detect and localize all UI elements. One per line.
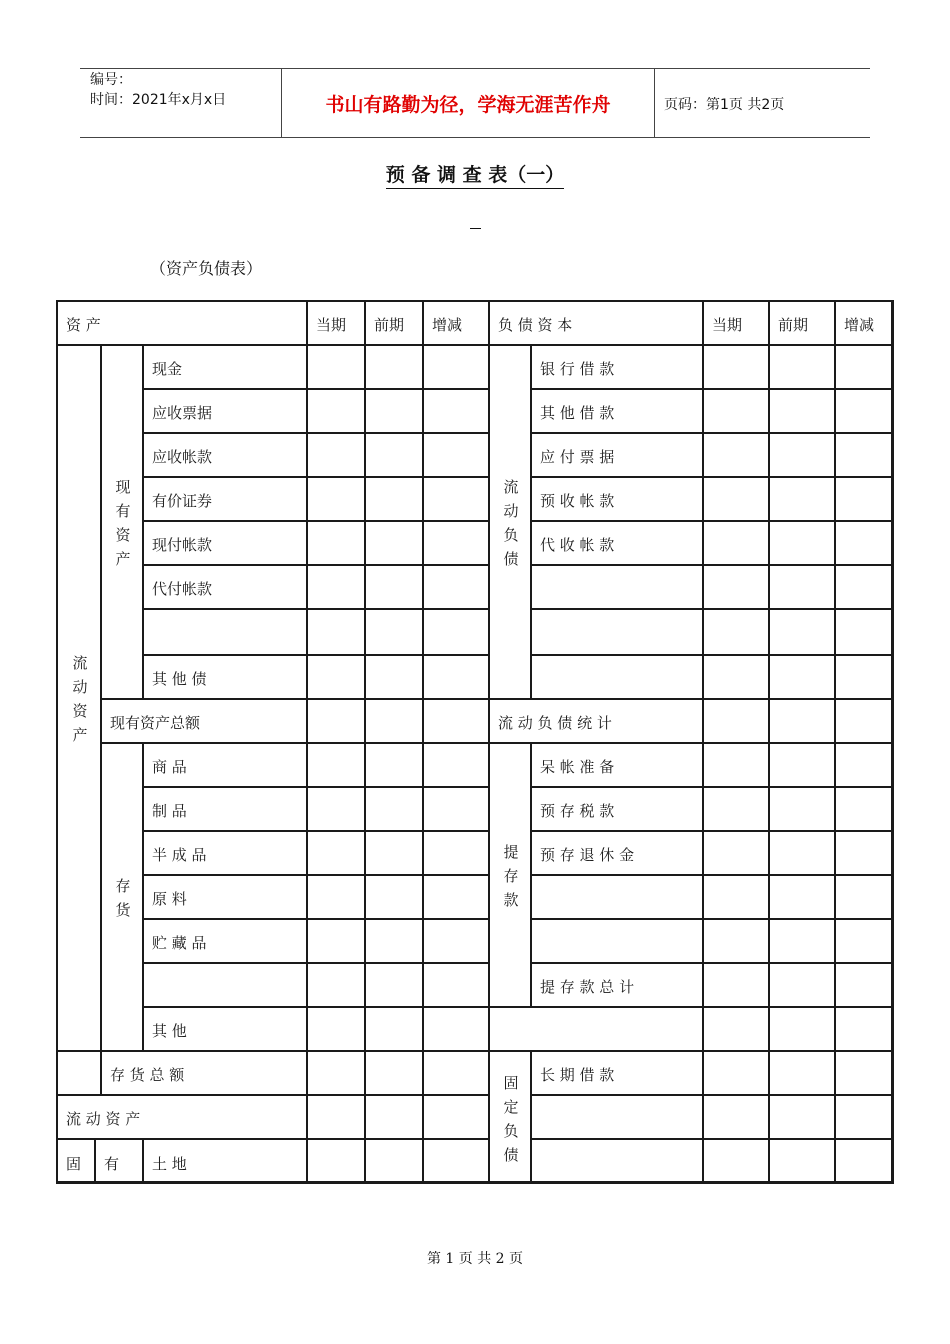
value-cell[interactable]	[834, 608, 894, 654]
label-cell-l5	[142, 564, 306, 608]
serial-number-label: 编号：	[90, 72, 132, 88]
label-cell-l13	[142, 918, 306, 962]
label-cell-l-land	[142, 1138, 306, 1184]
value-cell[interactable]	[364, 344, 422, 388]
label-cell-g-fixed-liab	[488, 1050, 530, 1184]
label-cell-g-cur-liab	[488, 344, 530, 698]
value-cell[interactable]	[530, 918, 702, 962]
cell-label: 有价证券	[152, 492, 213, 510]
value-cell[interactable]	[306, 564, 364, 608]
value-cell[interactable]	[422, 962, 488, 1006]
value-cell[interactable]	[702, 962, 768, 1006]
value-cell[interactable]	[422, 388, 488, 432]
value-cell[interactable]	[702, 564, 768, 608]
label-cell-l-fixed	[56, 1138, 94, 1184]
value-cell[interactable]	[702, 608, 768, 654]
label-cell-l12	[142, 874, 306, 918]
value-cell[interactable]	[306, 1006, 364, 1050]
value-cell[interactable]	[422, 564, 488, 608]
value-cell[interactable]	[702, 432, 768, 476]
table-bottom-border	[56, 1181, 894, 1184]
cell-label: 代付帐款	[152, 580, 213, 598]
label-cell-l9	[142, 742, 306, 786]
value-cell[interactable]	[834, 1006, 894, 1050]
value-cell[interactable]	[530, 874, 702, 918]
value-cell[interactable]	[142, 608, 306, 654]
value-cell[interactable]	[306, 786, 364, 830]
label-cell-h-liab	[488, 300, 702, 344]
value-cell[interactable]	[834, 520, 894, 564]
value-cell[interactable]	[364, 1138, 422, 1184]
cell-label: 原 料	[152, 890, 187, 908]
value-cell[interactable]	[530, 1094, 702, 1138]
cell-label: 现有资产	[115, 478, 131, 568]
cell-label: 流动负债	[503, 478, 519, 568]
label-cell-l2	[142, 432, 306, 476]
value-cell[interactable]	[768, 520, 834, 564]
value-cell[interactable]	[422, 786, 488, 830]
value-cell[interactable]	[702, 1006, 768, 1050]
value-cell[interactable]	[834, 1094, 894, 1138]
label-cell-r3	[530, 476, 702, 520]
label-cell-l-cash-total	[100, 698, 306, 742]
value-cell[interactable]	[768, 874, 834, 918]
value-cell[interactable]	[834, 388, 894, 432]
value-cell[interactable]	[422, 918, 488, 962]
value-cell[interactable]	[702, 742, 768, 786]
value-cell[interactable]	[306, 476, 364, 520]
value-cell[interactable]	[422, 742, 488, 786]
value-cell[interactable]	[306, 918, 364, 962]
value-cell[interactable]	[306, 654, 364, 698]
value-cell[interactable]	[364, 476, 422, 520]
value-cell[interactable]	[834, 874, 894, 918]
value-cell[interactable]	[834, 654, 894, 698]
table-right-border	[891, 300, 894, 1184]
cell-label: 固定负债	[503, 1074, 519, 1164]
value-cell[interactable]	[306, 1050, 364, 1094]
value-cell[interactable]	[364, 698, 422, 742]
cell-label: 增减	[844, 316, 875, 334]
cell-label: 预 存 退 休 金	[540, 846, 635, 864]
value-cell[interactable]	[364, 654, 422, 698]
value-cell[interactable]	[834, 786, 894, 830]
value-cell[interactable]	[768, 344, 834, 388]
label-cell-r-cur-liab-total	[488, 698, 702, 742]
value-cell[interactable]	[702, 388, 768, 432]
cell-label: 银 行 借 款	[540, 360, 615, 378]
cell-label: 增减	[432, 316, 463, 334]
value-cell[interactable]	[702, 698, 768, 742]
label-cell-g-reserves	[488, 742, 530, 1006]
value-cell[interactable]	[422, 1050, 488, 1094]
value-cell[interactable]	[530, 608, 702, 654]
cell-label: 负 债 资 本	[498, 316, 573, 334]
value-cell[interactable]	[364, 786, 422, 830]
value-cell[interactable]	[306, 432, 364, 476]
cell-label: 现有资产总额	[110, 714, 201, 732]
value-cell[interactable]	[56, 1050, 100, 1094]
cell-label: 流 动 负 债 统 计	[498, 714, 612, 732]
cell-label: 商 品	[152, 758, 187, 776]
label-cell-h-cur-r	[702, 300, 768, 344]
cell-label: 其 他	[152, 1022, 187, 1040]
cell-label: 应收票据	[152, 404, 213, 422]
header-meta	[90, 70, 226, 110]
value-cell[interactable]	[834, 698, 894, 742]
value-cell[interactable]	[702, 874, 768, 918]
cell-label: 制 品	[152, 802, 187, 820]
value-cell[interactable]	[422, 874, 488, 918]
cell-label: 贮 藏 品	[152, 934, 207, 952]
balance-sheet-table	[56, 300, 894, 1184]
value-cell[interactable]	[422, 1006, 488, 1050]
value-cell[interactable]	[702, 1050, 768, 1094]
value-cell[interactable]	[530, 1138, 702, 1184]
header-page-number: 页码：第1页 共2页	[664, 97, 785, 113]
value-cell[interactable]	[702, 830, 768, 874]
value-cell[interactable]	[834, 1138, 894, 1184]
label-cell-r9	[530, 742, 702, 786]
value-cell[interactable]	[834, 918, 894, 962]
value-cell[interactable]	[702, 786, 768, 830]
cell-label: 流动资产	[72, 654, 88, 744]
value-cell[interactable]	[768, 1094, 834, 1138]
label-cell-l1	[142, 388, 306, 432]
cell-label: 提存款	[503, 843, 519, 909]
value-cell[interactable]	[422, 344, 488, 388]
value-cell[interactable]	[422, 698, 488, 742]
value-cell[interactable]	[364, 830, 422, 874]
page-subtitle: （资产负债表）	[150, 259, 263, 278]
date-label: 时间：2021年x月x日	[90, 92, 227, 108]
value-cell[interactable]	[702, 654, 768, 698]
label-cell-h-cur-l	[306, 300, 364, 344]
label-cell-l0	[142, 344, 306, 388]
value-cell[interactable]	[306, 962, 364, 1006]
cell-label: 预 收 帐 款	[540, 492, 615, 510]
value-cell[interactable]	[768, 830, 834, 874]
value-cell[interactable]	[530, 564, 702, 608]
label-cell-g-cash-assets	[100, 344, 142, 698]
value-cell[interactable]	[768, 564, 834, 608]
value-cell[interactable]	[768, 432, 834, 476]
value-cell[interactable]	[768, 476, 834, 520]
cell-label: 资 产	[66, 316, 101, 334]
value-cell[interactable]	[142, 962, 306, 1006]
value-cell[interactable]	[306, 698, 364, 742]
cell-label: 长 期 借 款	[540, 1066, 615, 1084]
label-cell-l7	[142, 654, 306, 698]
label-cell-l11	[142, 830, 306, 874]
label-cell-g-cur-assets	[56, 344, 100, 1050]
value-cell[interactable]	[364, 432, 422, 476]
value-cell[interactable]	[768, 1138, 834, 1184]
cell-label: 应收帐款	[152, 448, 213, 466]
value-cell[interactable]	[422, 654, 488, 698]
header-divider	[654, 69, 655, 137]
value-cell[interactable]	[488, 1006, 702, 1050]
label-cell-l10	[142, 786, 306, 830]
value-cell[interactable]	[834, 742, 894, 786]
label-cell-h-assets	[56, 300, 306, 344]
value-cell[interactable]	[306, 608, 364, 654]
cell-label: 存 货 总 额	[110, 1066, 185, 1084]
label-cell-l-cur-assets	[56, 1094, 306, 1138]
cell-label: 预 存 税 款	[540, 802, 615, 820]
label-cell-r2	[530, 432, 702, 476]
value-cell[interactable]	[306, 742, 364, 786]
value-cell[interactable]	[306, 830, 364, 874]
value-cell[interactable]	[834, 1050, 894, 1094]
value-cell[interactable]	[702, 918, 768, 962]
dash-mark	[470, 228, 481, 229]
label-cell-h-chg-l	[422, 300, 488, 344]
value-cell[interactable]	[702, 344, 768, 388]
cell-label: 存货	[115, 877, 131, 919]
label-cell-l-have	[94, 1138, 142, 1184]
value-cell[interactable]	[702, 476, 768, 520]
value-cell[interactable]	[768, 608, 834, 654]
value-cell[interactable]	[834, 564, 894, 608]
value-cell[interactable]	[364, 1094, 422, 1138]
page-title	[0, 160, 950, 187]
value-cell[interactable]	[768, 1050, 834, 1094]
value-cell[interactable]	[834, 962, 894, 1006]
value-cell[interactable]	[768, 1006, 834, 1050]
value-cell[interactable]	[768, 786, 834, 830]
cell-label: 前期	[778, 316, 809, 334]
value-cell[interactable]	[834, 432, 894, 476]
value-cell[interactable]	[364, 388, 422, 432]
label-cell-l-inv-total	[100, 1050, 306, 1094]
value-cell[interactable]	[422, 1094, 488, 1138]
cell-label: 固	[66, 1155, 82, 1173]
value-cell[interactable]	[768, 388, 834, 432]
label-cell-r16	[530, 1050, 702, 1094]
value-cell[interactable]	[422, 520, 488, 564]
cell-label: 土 地	[152, 1155, 187, 1173]
label-cell-r14	[530, 962, 702, 1006]
value-cell[interactable]	[306, 1094, 364, 1138]
cell-label: 其 他 借 款	[540, 404, 615, 422]
value-cell[interactable]	[422, 432, 488, 476]
label-cell-l15	[142, 1006, 306, 1050]
value-cell[interactable]	[364, 564, 422, 608]
value-cell[interactable]	[306, 344, 364, 388]
value-cell[interactable]	[530, 654, 702, 698]
cell-label: 当期	[316, 316, 347, 334]
value-cell[interactable]	[422, 608, 488, 654]
cell-label: 有	[104, 1155, 120, 1173]
cell-label: 提 存 款 总 计	[540, 978, 635, 996]
header-motto: 书山有路勤为径，学海无涯苦作舟	[325, 94, 611, 116]
value-cell[interactable]	[768, 654, 834, 698]
cell-label: 呆 帐 准 备	[540, 758, 615, 776]
value-cell[interactable]	[306, 874, 364, 918]
page-footer: 第 1 页 共 2 页	[426, 1251, 524, 1267]
value-cell[interactable]	[768, 962, 834, 1006]
value-cell[interactable]	[364, 962, 422, 1006]
value-cell[interactable]	[768, 742, 834, 786]
label-cell-h-prev-r	[768, 300, 834, 344]
label-cell-r10	[530, 786, 702, 830]
value-cell[interactable]	[422, 1138, 488, 1184]
value-cell[interactable]	[422, 830, 488, 874]
value-cell[interactable]	[364, 520, 422, 564]
value-cell[interactable]	[834, 830, 894, 874]
value-cell[interactable]	[702, 520, 768, 564]
label-cell-h-prev-l	[364, 300, 422, 344]
value-cell[interactable]	[422, 476, 488, 520]
label-cell-r1	[530, 388, 702, 432]
value-cell[interactable]	[364, 742, 422, 786]
value-cell[interactable]	[364, 1050, 422, 1094]
value-cell[interactable]	[768, 918, 834, 962]
value-cell[interactable]	[364, 1006, 422, 1050]
value-cell[interactable]	[702, 1138, 768, 1184]
value-cell[interactable]	[702, 1094, 768, 1138]
label-cell-r11	[530, 830, 702, 874]
value-cell[interactable]	[364, 874, 422, 918]
label-cell-l3	[142, 476, 306, 520]
cell-label: 其 他 债	[152, 670, 207, 688]
cell-label: 现付帐款	[152, 536, 213, 554]
value-cell[interactable]	[364, 608, 422, 654]
cell-label: 应 付 票 据	[540, 448, 615, 466]
value-cell[interactable]	[306, 1138, 364, 1184]
cell-label: 前期	[374, 316, 405, 334]
label-cell-r4	[530, 520, 702, 564]
label-cell-g-inventory	[100, 742, 142, 1050]
cell-label: 当期	[712, 316, 743, 334]
label-cell-h-chg-r	[834, 300, 894, 344]
cell-label: 现金	[152, 360, 183, 378]
value-cell[interactable]	[768, 698, 834, 742]
value-cell[interactable]	[306, 520, 364, 564]
label-cell-l4	[142, 520, 306, 564]
value-cell[interactable]	[834, 476, 894, 520]
cell-label: 代 收 帐 款	[540, 536, 615, 554]
value-cell[interactable]	[834, 344, 894, 388]
page-title-text: 预 备 调 查 表（一）	[386, 164, 564, 189]
cell-label: 流 动 资 产	[66, 1110, 141, 1128]
value-cell[interactable]	[306, 388, 364, 432]
cell-label: 半 成 品	[152, 846, 207, 864]
value-cell[interactable]	[364, 918, 422, 962]
label-cell-r0	[530, 344, 702, 388]
